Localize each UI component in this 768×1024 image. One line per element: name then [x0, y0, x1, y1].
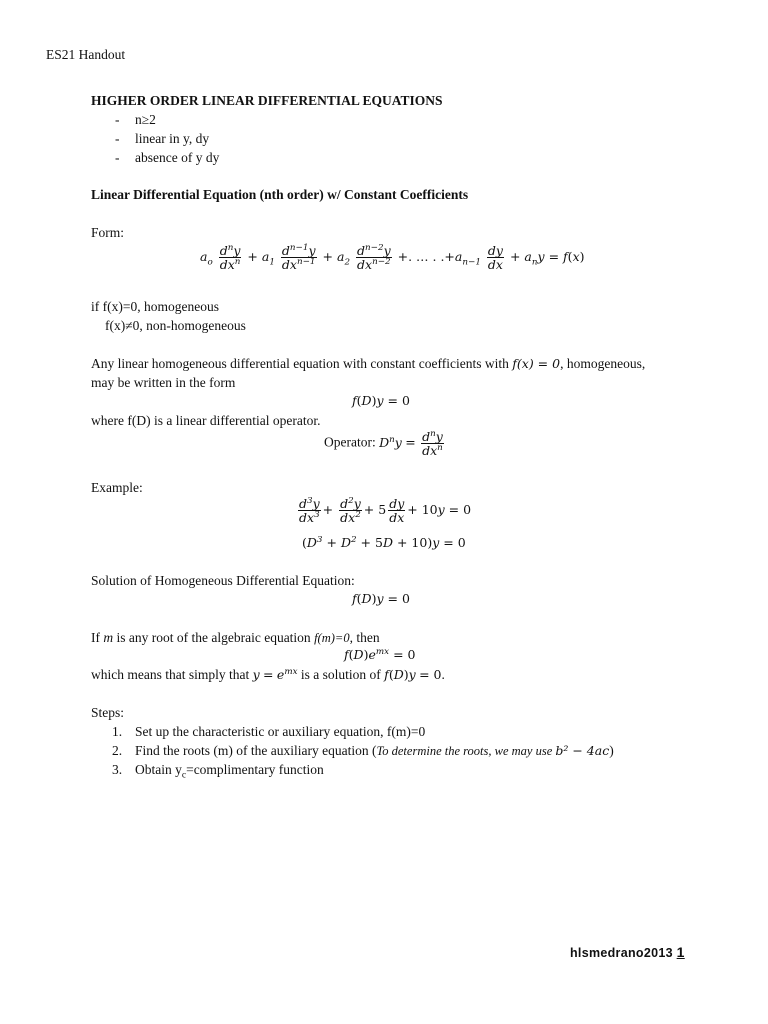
footer-author-page	[570, 944, 685, 960]
bullet-dash: -	[115, 131, 120, 146]
section-title-constant-coefficients: Linear Differential Equation (nth order) w/ Constant Coefficients	[91, 187, 469, 202]
page-number: 1	[676, 944, 685, 960]
form-label: Form:	[91, 225, 125, 240]
step-number: 1.	[112, 724, 123, 739]
header-title: ES21 Handout	[46, 47, 126, 62]
footer-author: hlsmedrano2013	[570, 946, 673, 960]
nonhomogeneous-condition: f(x)≠0, non-homogeneous	[105, 318, 246, 333]
paragraph-line-2: may be written in the form	[91, 375, 236, 390]
example-label: Example:	[91, 480, 143, 495]
steps-label: Steps:	[91, 705, 125, 720]
example-equation: $\frac{d^3y}{dx^3}$ + $\frac{d^2y}{dx^2}$ + 5 $\frac{dy}{dx}$ + 10y = 0	[299, 495, 472, 526]
step-text: Find the roots (m) of the auxiliary equation (To determine the roots, we may use b² − 4ac)	[135, 743, 614, 758]
paragraph-line-1: Any linear homogeneous differential equation with constant coefficients with f(x) = 0, homogeneous,	[91, 356, 646, 371]
operator-definition: Operator: $D^ny$ = $\frac{d^ny}{dx^n}$	[324, 428, 443, 459]
general-form-equation: $a_o$ $\frac{d^ny}{dx^n}$ + $a_1$ $\frac{d^{n-1}y}{dx^{n-1}}$ + $a_2$ $\frac{d^{n-2}y}{dx^{n-2}}$ +. … . $.+a_{n-1}$ $\frac{dy}{dx}$ + $a_ny = f(x)$	[200, 242, 585, 273]
step-number: 2.	[112, 743, 123, 758]
example-operator-form: $(D^3 + D^2 + 5D + 10)y = 0$	[302, 534, 466, 550]
operator-equation: f(D)y = 0	[352, 393, 410, 408]
section-title-higher-order: HIGHER ORDER LINEAR DIFFERENTIAL EQUATIONS	[91, 93, 443, 108]
bullet-item: linear in y, dy	[135, 131, 210, 146]
solution-title: Solution of Homogeneous Differential Equation:	[91, 573, 355, 588]
step-text: Set up the characteristic or auxiliary equation, f(m)=0	[135, 724, 426, 739]
solution-equation: f(D)y = 0	[352, 591, 410, 606]
paragraph-line-3: where f(D) is a linear differential operator.	[91, 413, 321, 428]
exponential-equation: $f(D)e^{mx} = 0$	[344, 646, 416, 662]
bullet-item: n≥2	[135, 112, 156, 127]
bullet-dash: -	[115, 112, 120, 127]
bullet-item: absence of y dy	[135, 150, 220, 165]
solution-meaning: which means that simply that $y = e^{mx}$ is a solution of f(D)y = 0.	[91, 666, 445, 682]
root-statement: If m is any root of the algebraic equation f(m)=0, then	[91, 630, 380, 645]
homogeneous-condition: if f(x)=0, homogeneous	[91, 299, 219, 314]
step-number: 3.	[112, 762, 123, 777]
step-text: Obtain $y_c=complimentary$ function	[135, 762, 324, 781]
bullet-dash: -	[115, 150, 120, 165]
